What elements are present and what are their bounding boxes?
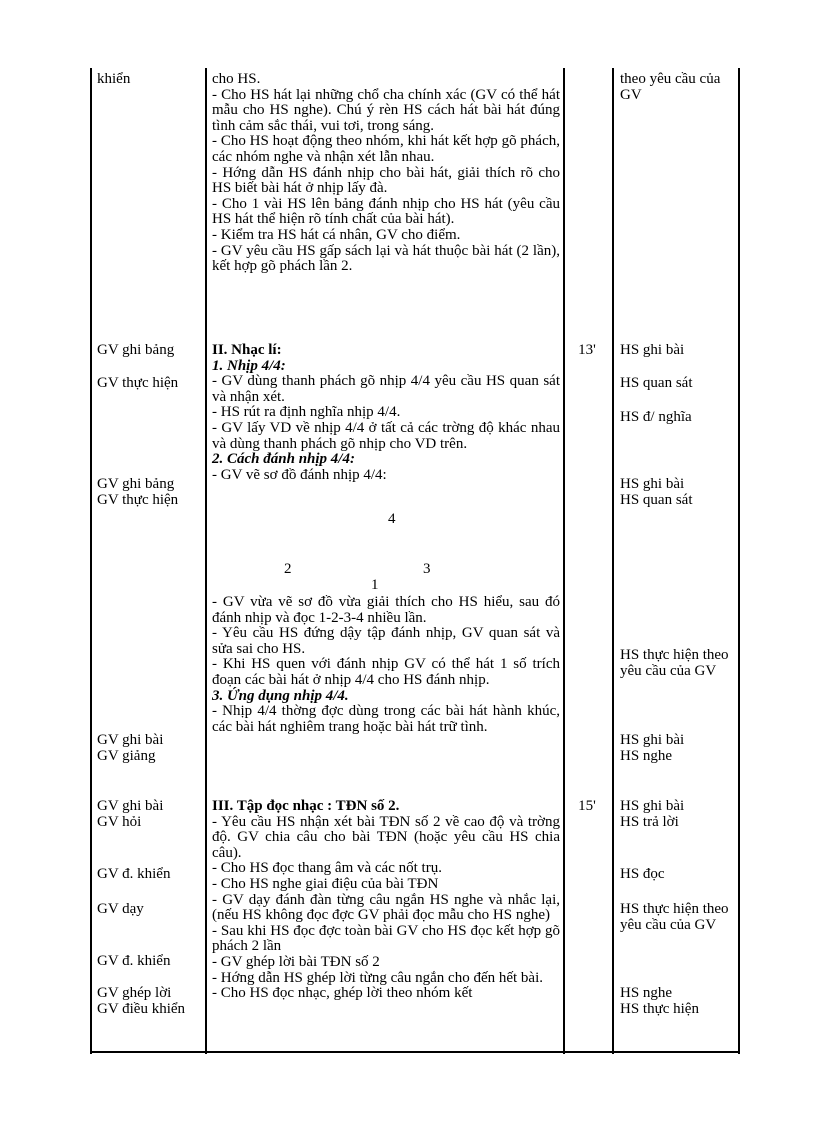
teacher-activity-label: GV đ. khiển	[97, 866, 171, 882]
teacher-activity-label: GV ghi bài	[97, 798, 164, 814]
paragraph: - Yêu cầu HS đứng dậy tập đánh nhịp, GV quan sát và sửa sai cho HS.	[212, 625, 560, 657]
student-activity-label: HS thực hiện theo yêu cầu của GV	[620, 901, 729, 933]
paragraph: - Cho HS hát lại những chổ cha chính xác (GV có thể hát mẫu cho HS nghe). Chú ý rèn HS cách hát bài hát đúng tình cảm sắc thái, vui tơi, trong sáng.	[212, 86, 560, 134]
paragraph: - GV dùng thanh phách gõ nhịp 4/4 yêu cầu HS quan sát và nhận xét.	[212, 373, 560, 405]
teacher-activity-label: GV giảng	[97, 748, 156, 764]
paragraph: - Cho HS đọc nhạc, ghép lời theo nhóm kết	[212, 985, 473, 1002]
subheading-meter: 1. Nhịp 4/4:	[212, 357, 286, 374]
paragraph: - Sau khi HS đọc đợc toàn bài GV cho HS đọc kết hợp gõ phách 2 lần	[212, 922, 560, 955]
student-activity-label: HS ghi bài	[620, 798, 685, 814]
teacher-activity-label: GV ghép lời	[97, 985, 172, 1001]
content-block-conducting	[212, 595, 560, 735]
student-activity-label: HS ghi bài	[620, 342, 685, 358]
student-activity-label: HS nghe	[620, 748, 673, 764]
student-activity-label: theo yêu cầu của GV	[620, 71, 721, 103]
table-border-bottom	[90, 1051, 740, 1053]
column-divider-1	[205, 68, 207, 1054]
section-heading-sight-reading: III. Tập đọc nhạc : TĐN số 2.	[212, 798, 400, 814]
teacher-activity-label: GV thực hiện	[97, 492, 179, 508]
teacher-activity-label: GV điều khiển	[97, 1001, 186, 1017]
paragraph: cho HS.	[212, 71, 261, 87]
content-block-theory	[212, 343, 560, 483]
paragraph: - Cho HS nghe giai điệu của bài TĐN	[212, 875, 439, 892]
paragraph: - Yêu cầu HS nhận xét bài TĐN số 2 về cao độ và trờng độ. GV chia câu cho bài TĐN (hoặc yêu cầu HS chia câu).	[212, 813, 560, 861]
student-activity-label: HS thực hiện theo yêu cầu của GV	[620, 647, 729, 679]
paragraph: - Cho 1 vài HS lên bảng đánh nhịp cho HS hát (yêu cầu HS hát thể hiện rõ tính chất của bài hát).	[212, 195, 560, 228]
student-activity-label: HS đ/ nghĩa	[620, 409, 692, 425]
paragraph: - Kiểm tra HS hát cá nhân, GV cho điểm.	[212, 226, 461, 243]
paragraph: - GV dạy đánh đàn từng câu ngắn HS nghe và nhắc lại, (nếu HS không đọc đợc GV phải đọc mẫu cho HS nghe)	[212, 891, 560, 924]
diagram-beat-2: 2	[284, 561, 292, 577]
paragraph: - Hớng dẫn HS ghép lời từng câu ngắn cho đến hết bài.	[212, 969, 544, 986]
student-activity-label: HS ghi bài	[620, 476, 685, 492]
teacher-activity-label: GV dạy	[97, 901, 144, 917]
diagram-beat-3: 3	[423, 561, 431, 577]
column-divider-2	[563, 68, 565, 1054]
subheading-conducting: 2. Cách đánh nhịp 4/4:	[212, 451, 355, 468]
student-activity-label: HS ghi bài	[620, 732, 685, 748]
paragraph: - GV yêu cầu HS gấp sách lại và hát thuộc bài hát (2 lần), kết hợp gõ phách lần 2.	[212, 242, 560, 275]
table-border-left	[90, 68, 92, 1054]
teacher-activity-label: GV ghi bảng	[97, 342, 175, 358]
student-activity-label: HS đọc	[620, 866, 665, 882]
paragraph: - GV ghép lời bài TĐN số 2	[212, 953, 380, 970]
paragraph: - Khi HS quen với đánh nhịp GV có thể hát 1 số trích đoạn các bài hát ở nhịp 4/4 cho HS đánh nhịp.	[212, 656, 560, 688]
student-activity-label: HS quan sát	[620, 375, 693, 391]
time-label: 15'	[578, 798, 596, 814]
diagram-beat-1: 1	[371, 577, 379, 593]
paragraph: - GV vẽ sơ đồ đánh nhịp 4/4:	[212, 466, 387, 483]
diagram-beat-4: 4	[388, 511, 396, 527]
student-activity-label: HS nghe	[620, 985, 673, 1001]
teacher-activity-label: GV ghi bài	[97, 732, 164, 748]
paragraph: - Hớng dẫn HS đánh nhịp cho bài hát, giải thích rõ cho HS biết bài hát ở nhịp lấy đà.	[212, 164, 560, 197]
student-activity-label: HS thực hiện	[620, 1001, 699, 1017]
paragraph: - Nhịp 4/4 thờng đợc dùng trong các bài hát hành khúc, các bài hát nghiêm trang hoặc bài hát trữ tình.	[212, 703, 560, 735]
content-block-sight-reading	[212, 799, 560, 1002]
student-activity-label: HS quan sát	[620, 492, 693, 508]
teacher-activity-label: GV ghi bảng	[97, 476, 175, 492]
content-block-singing	[212, 72, 560, 275]
paragraph: - GV lấy VD về nhịp 4/4 ở tất cả các trờng độ khác nhau và dùng thanh phách gõ nhịp cho VD trên.	[212, 419, 560, 452]
section-heading-theory: II. Nhạc lí:	[212, 342, 282, 358]
paragraph: - Cho HS hoạt động theo nhóm, khi hát kết hợp gõ phách, các nhóm nghe và nhận xét lẫn nhau.	[212, 133, 560, 165]
table-border-right	[738, 68, 740, 1054]
column-divider-3	[612, 68, 614, 1054]
paragraph: - HS rút ra định nghĩa nhịp 4/4.	[212, 404, 401, 421]
teacher-activity-label: GV hỏi	[97, 814, 142, 830]
subheading-application: 3. Ứng dụng nhịp 4/4.	[212, 687, 349, 704]
time-label: 13'	[578, 342, 596, 358]
teacher-activity-label: GV đ. khiển	[97, 953, 171, 969]
teacher-activity-label: GV thực hiện	[97, 375, 179, 391]
paragraph: - GV vừa vẽ sơ đồ vừa giải thích cho HS hiểu, sau đó đánh nhịp và đọc 1-2-3-4 nhiều lần.	[212, 594, 560, 626]
teacher-activity-label: khiển	[97, 71, 131, 87]
paragraph: - Cho HS đọc thang âm và các nốt trụ.	[212, 860, 442, 877]
student-activity-label: HS trả lời	[620, 814, 679, 830]
